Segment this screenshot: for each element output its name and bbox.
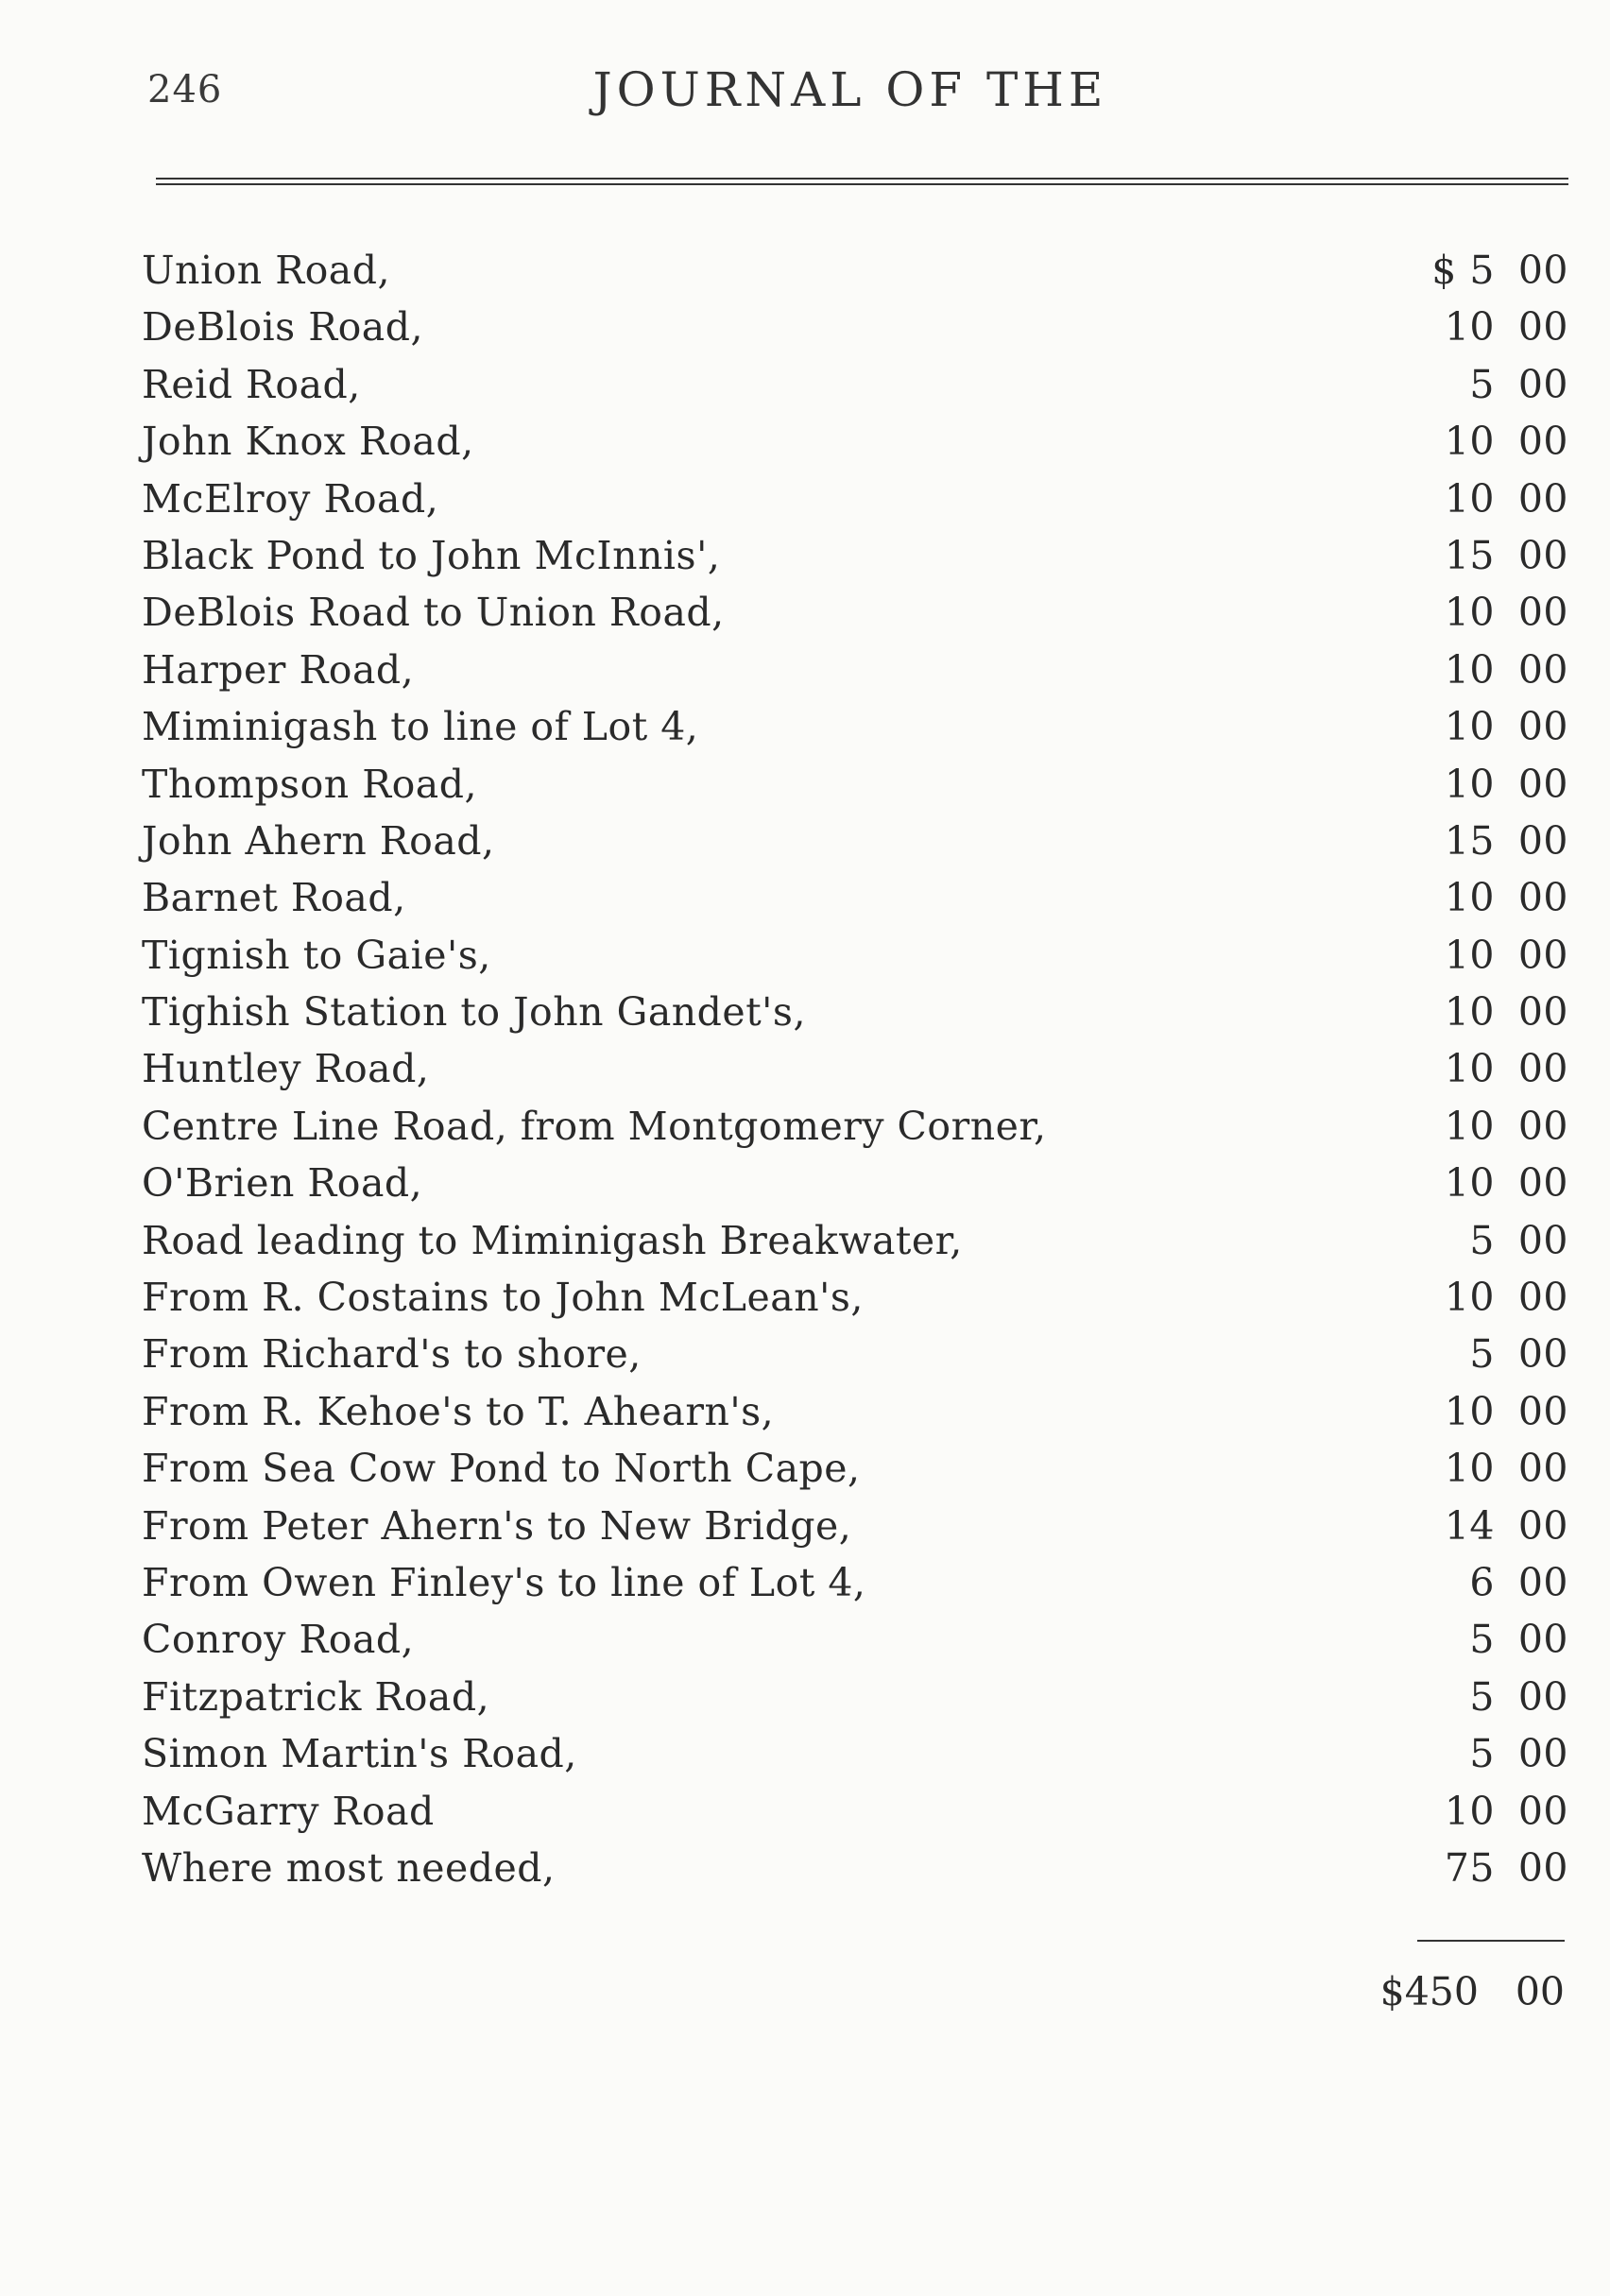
entry-dollars: 10 [1444, 304, 1495, 351]
entry-amount [1469, 1725, 1568, 1782]
list-item [142, 471, 1568, 527]
entry-cents: 00 [1517, 361, 1568, 407]
list-item [142, 1098, 1568, 1155]
entry-label: Fitzpatrick Road, [142, 1673, 490, 1720]
entry-cents: 00 [1517, 1331, 1568, 1378]
entry-dollars: 10 [1444, 1788, 1495, 1834]
entry-cents: 00 [1517, 419, 1568, 465]
entry-label: From Peter Ahern's to New Bridge, [142, 1502, 852, 1549]
entry-dollars: 10 [1444, 932, 1495, 978]
entry-amount [1469, 1669, 1568, 1725]
entry-amount [1445, 527, 1568, 584]
entry-label: DeBlois Road, [142, 304, 424, 351]
entry-dollars: 10 [1444, 989, 1495, 1036]
entry-label: John Ahern Road, [142, 817, 495, 864]
entry-cents: 00 [1517, 646, 1568, 693]
list-item [142, 413, 1568, 470]
entry-dollars: 10 [1444, 419, 1495, 465]
entry-amount [1469, 1611, 1568, 1668]
list-item [142, 356, 1568, 413]
list-item [142, 756, 1568, 813]
entry-dollars: 5 [1469, 1617, 1495, 1663]
entry-dollars: 10 [1444, 646, 1495, 693]
entry-amount [1445, 1040, 1568, 1097]
entry-dollars: 10 [1444, 1446, 1495, 1492]
list-item [142, 927, 1568, 984]
entry-amount [1445, 1155, 1568, 1211]
entry-cents: 00 [1517, 1559, 1568, 1605]
entry-cents: 00 [1517, 532, 1568, 578]
entry-amount [1445, 471, 1568, 527]
entry-dollars: 10 [1444, 1160, 1495, 1207]
entry-amount [1445, 1840, 1568, 1896]
entry-amount [1445, 813, 1568, 869]
entry-amount [1445, 1269, 1568, 1326]
entry-amount [1445, 1098, 1568, 1155]
entry-amount [1445, 1498, 1568, 1554]
entry-dollars: 75 [1444, 1844, 1495, 1891]
list-item [142, 527, 1568, 584]
entry-dollars: $ 5 [1431, 248, 1495, 293]
list-item [142, 869, 1568, 926]
entry-cents: 00 [1517, 475, 1568, 522]
list-item [142, 1669, 1568, 1725]
entry-amount [1445, 642, 1568, 698]
entry-cents: 00 [1517, 1217, 1568, 1263]
entry-cents: 00 [1517, 1617, 1568, 1663]
entry-label: McGarry Road [142, 1788, 435, 1834]
entry-amount [1469, 1212, 1568, 1269]
entry-label: Reid Road, [142, 361, 361, 407]
entry-dollars: 15 [1444, 532, 1495, 578]
list-item [142, 1840, 1568, 1896]
entry-amount [1445, 299, 1568, 355]
entry-cents: 00 [1517, 1731, 1568, 1777]
entry-dollars: 5 [1469, 1217, 1495, 1263]
entry-cents: 00 [1517, 704, 1568, 750]
entry-cents: 00 [1517, 1046, 1568, 1092]
entry-label: Thompson Road, [142, 761, 477, 807]
running-head: JOURNAL OF THE [592, 62, 1108, 117]
entry-amount [1445, 584, 1568, 641]
entry-cents: 00 [1517, 1446, 1568, 1492]
entry-dollars: 10 [1444, 704, 1495, 750]
entry-dollars: 5 [1469, 361, 1495, 407]
entry-label: Union Road, [142, 248, 390, 293]
entry-label: From Owen Finley's to line of Lot 4, [142, 1559, 866, 1605]
entry-cents: 00 [1517, 1788, 1568, 1834]
entry-amount [1445, 869, 1568, 926]
entry-dollars: 5 [1469, 1331, 1495, 1378]
list-item [142, 1783, 1568, 1840]
list-item [142, 698, 1568, 755]
header-double-rule [156, 178, 1568, 185]
entry-dollars: 6 [1469, 1559, 1495, 1605]
total-dollars: $450 [1379, 1969, 1479, 2014]
entry-label: Simon Martin's Road, [142, 1731, 577, 1777]
list-item [142, 1383, 1568, 1440]
entry-amount [1445, 1383, 1568, 1440]
entry-amount [1431, 242, 1568, 299]
entry-dollars: 10 [1444, 1388, 1495, 1434]
entry-label: Tignish to Gaie's, [142, 932, 491, 978]
list-item [142, 1040, 1568, 1097]
entry-label: From R. Kehoe's to T. Ahearn's, [142, 1388, 775, 1434]
entry-label: Where most needed, [142, 1844, 556, 1891]
entry-dollars: 10 [1444, 590, 1495, 636]
total-amount [1380, 1963, 1565, 2020]
entry-dollars: 10 [1444, 1046, 1495, 1092]
list-item [142, 813, 1568, 869]
entry-amount [1445, 984, 1568, 1040]
entry-cents: 00 [1517, 989, 1568, 1036]
list-item [142, 1212, 1568, 1269]
list-item [142, 299, 1568, 355]
entry-dollars: 10 [1444, 1103, 1495, 1149]
entry-cents: 00 [1517, 1502, 1568, 1549]
entry-cents: 00 [1517, 304, 1568, 351]
entry-cents: 00 [1517, 248, 1568, 293]
entry-label: Huntley Road, [142, 1046, 430, 1092]
list-item [142, 1554, 1568, 1611]
list-item [142, 1326, 1568, 1382]
entry-label: Conroy Road, [142, 1617, 415, 1663]
entry-label: Harper Road, [142, 646, 415, 693]
list-item [142, 1155, 1568, 1211]
list-item [142, 1725, 1568, 1782]
entry-cents: 00 [1517, 1388, 1568, 1434]
entry-dollars: 14 [1444, 1502, 1495, 1549]
entry-dollars: 10 [1444, 1275, 1495, 1321]
entry-amount [1445, 698, 1568, 755]
entry-amount [1445, 756, 1568, 813]
entry-cents: 00 [1517, 1673, 1568, 1720]
list-item [142, 1611, 1568, 1668]
list-item [142, 1498, 1568, 1554]
entry-cents: 00 [1517, 817, 1568, 864]
entry-label: John Knox Road, [142, 419, 474, 465]
entry-cents: 00 [1517, 1275, 1568, 1321]
entry-label: From Richard's to shore, [142, 1331, 642, 1378]
entry-label: From Sea Cow Pond to North Cape, [142, 1446, 861, 1492]
entry-label: Road leading to Miminigash Breakwater, [142, 1217, 963, 1263]
entry-cents: 00 [1517, 1103, 1568, 1149]
total-cents: 00 [1515, 1969, 1565, 2014]
list-item [142, 242, 1568, 299]
entry-label: Barnet Road, [142, 875, 406, 921]
entry-amount [1469, 356, 1568, 413]
entry-amount [1445, 1440, 1568, 1497]
total-rule [1417, 1940, 1565, 1942]
entry-dollars: 15 [1444, 817, 1495, 864]
entry-dollars: 5 [1469, 1731, 1495, 1777]
entry-label: O'Brien Road, [142, 1160, 423, 1207]
entry-cents: 00 [1517, 932, 1568, 978]
entry-dollars: 10 [1444, 875, 1495, 921]
list-item [142, 642, 1568, 698]
entry-cents: 00 [1517, 875, 1568, 921]
list-item [142, 984, 1568, 1040]
entry-label: From R. Costains to John McLean's, [142, 1275, 864, 1321]
entry-cents: 00 [1517, 1160, 1568, 1207]
entry-amount [1469, 1554, 1568, 1611]
entry-dollars: 5 [1469, 1673, 1495, 1720]
list-item [142, 1269, 1568, 1326]
entry-label: McElroy Road, [142, 475, 439, 522]
entry-amount [1469, 1326, 1568, 1382]
entry-label: Tighish Station to John Gandet's, [142, 989, 807, 1036]
entry-amount [1445, 1783, 1568, 1840]
entry-amount [1445, 413, 1568, 470]
entry-label: Miminigash to line of Lot 4, [142, 704, 699, 750]
list-item [142, 584, 1568, 641]
entry-cents: 00 [1517, 1844, 1568, 1891]
page-number: 246 [147, 68, 223, 111]
list-item [142, 1440, 1568, 1497]
entry-dollars: 10 [1444, 761, 1495, 807]
entry-cents: 00 [1517, 761, 1568, 807]
appropriation-list [142, 242, 1568, 1896]
entry-label: Black Pond to John McInnis', [142, 532, 721, 578]
entry-dollars: 10 [1444, 475, 1495, 522]
entry-label: Centre Line Road, from Montgomery Corner, [142, 1103, 1047, 1149]
entry-label: DeBlois Road to Union Road, [142, 590, 725, 636]
entry-amount [1445, 927, 1568, 984]
entry-cents: 00 [1517, 590, 1568, 636]
